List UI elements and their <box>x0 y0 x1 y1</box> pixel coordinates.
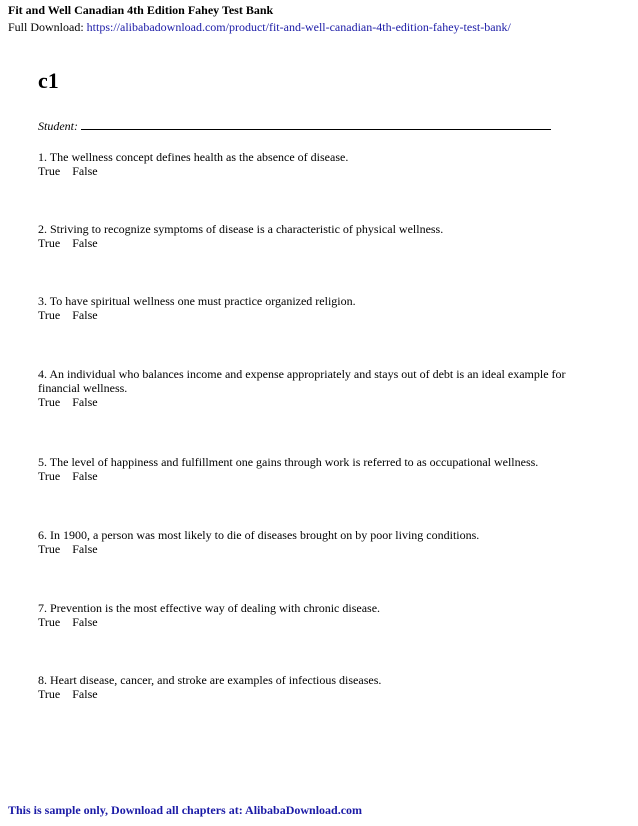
answer-true[interactable]: True <box>38 236 61 250</box>
answer-false[interactable]: False <box>72 469 98 483</box>
question-text: 5. The level of happiness and fulfillment one gains through work is referred to as occupational wellness. <box>38 455 539 469</box>
answer-true[interactable]: True <box>38 542 61 556</box>
answer-true[interactable]: True <box>38 469 61 483</box>
full-download-label: Full Download: <box>8 20 87 34</box>
question-text: 7. Prevention is the most effective way of dealing with chronic disease. <box>38 601 381 615</box>
question-4 <box>38 367 598 409</box>
answer-options <box>38 542 598 556</box>
download-link[interactable]: https://alibabadownload.com/product/fit-and-well-canadian-4th-edition-fahey-test-bank/ <box>86 20 511 34</box>
answer-true[interactable]: True <box>38 164 61 178</box>
answer-false[interactable]: False <box>72 615 98 629</box>
answer-false[interactable]: False <box>72 236 98 250</box>
question-3 <box>38 294 598 322</box>
footer-notice[interactable]: This is sample only, Download all chapters at: AlibabaDownload.com <box>8 803 363 817</box>
full-download-line <box>8 20 511 35</box>
answer-options <box>38 469 598 483</box>
question-5 <box>38 455 598 483</box>
answer-options <box>38 236 598 250</box>
answer-options <box>38 308 598 322</box>
student-blank-line <box>81 118 551 130</box>
question-8 <box>38 673 598 701</box>
answer-false[interactable]: False <box>72 542 98 556</box>
answer-true[interactable]: True <box>38 615 61 629</box>
chapter-heading: c1 <box>38 68 59 93</box>
answer-true[interactable]: True <box>38 395 61 409</box>
question-text: 3. To have spiritual wellness one must practice organized religion. <box>38 294 356 308</box>
student-label: Student: <box>38 119 78 133</box>
answer-false[interactable]: False <box>72 687 98 701</box>
answer-true[interactable]: True <box>38 308 61 322</box>
question-text: 2. Striving to recognize symptoms of disease is a characteristic of physical wellness. <box>38 222 444 236</box>
question-text: 1. The wellness concept defines health as the absence of disease. <box>38 150 349 164</box>
student-name-field <box>38 118 551 134</box>
question-6 <box>38 528 598 556</box>
document-title: Fit and Well Canadian 4th Edition Fahey Test Bank <box>8 3 274 17</box>
answer-options <box>38 395 598 409</box>
answer-false[interactable]: False <box>72 164 98 178</box>
question-text: 4. An individual who balances income and expense appropriately and stays out of debt is an ideal example for financial wellness. <box>38 367 566 395</box>
answer-true[interactable]: True <box>38 687 61 701</box>
answer-false[interactable]: False <box>72 308 98 322</box>
question-text: 8. Heart disease, cancer, and stroke are examples of infectious diseases. <box>38 673 382 687</box>
answer-options <box>38 615 598 629</box>
answer-options <box>38 687 598 701</box>
question-2 <box>38 222 598 250</box>
answer-options <box>38 164 598 178</box>
question-text: 6. In 1900, a person was most likely to die of diseases brought on by poor living conditions. <box>38 528 480 542</box>
question-7 <box>38 601 598 629</box>
question-1 <box>38 150 598 178</box>
answer-false[interactable]: False <box>72 395 98 409</box>
